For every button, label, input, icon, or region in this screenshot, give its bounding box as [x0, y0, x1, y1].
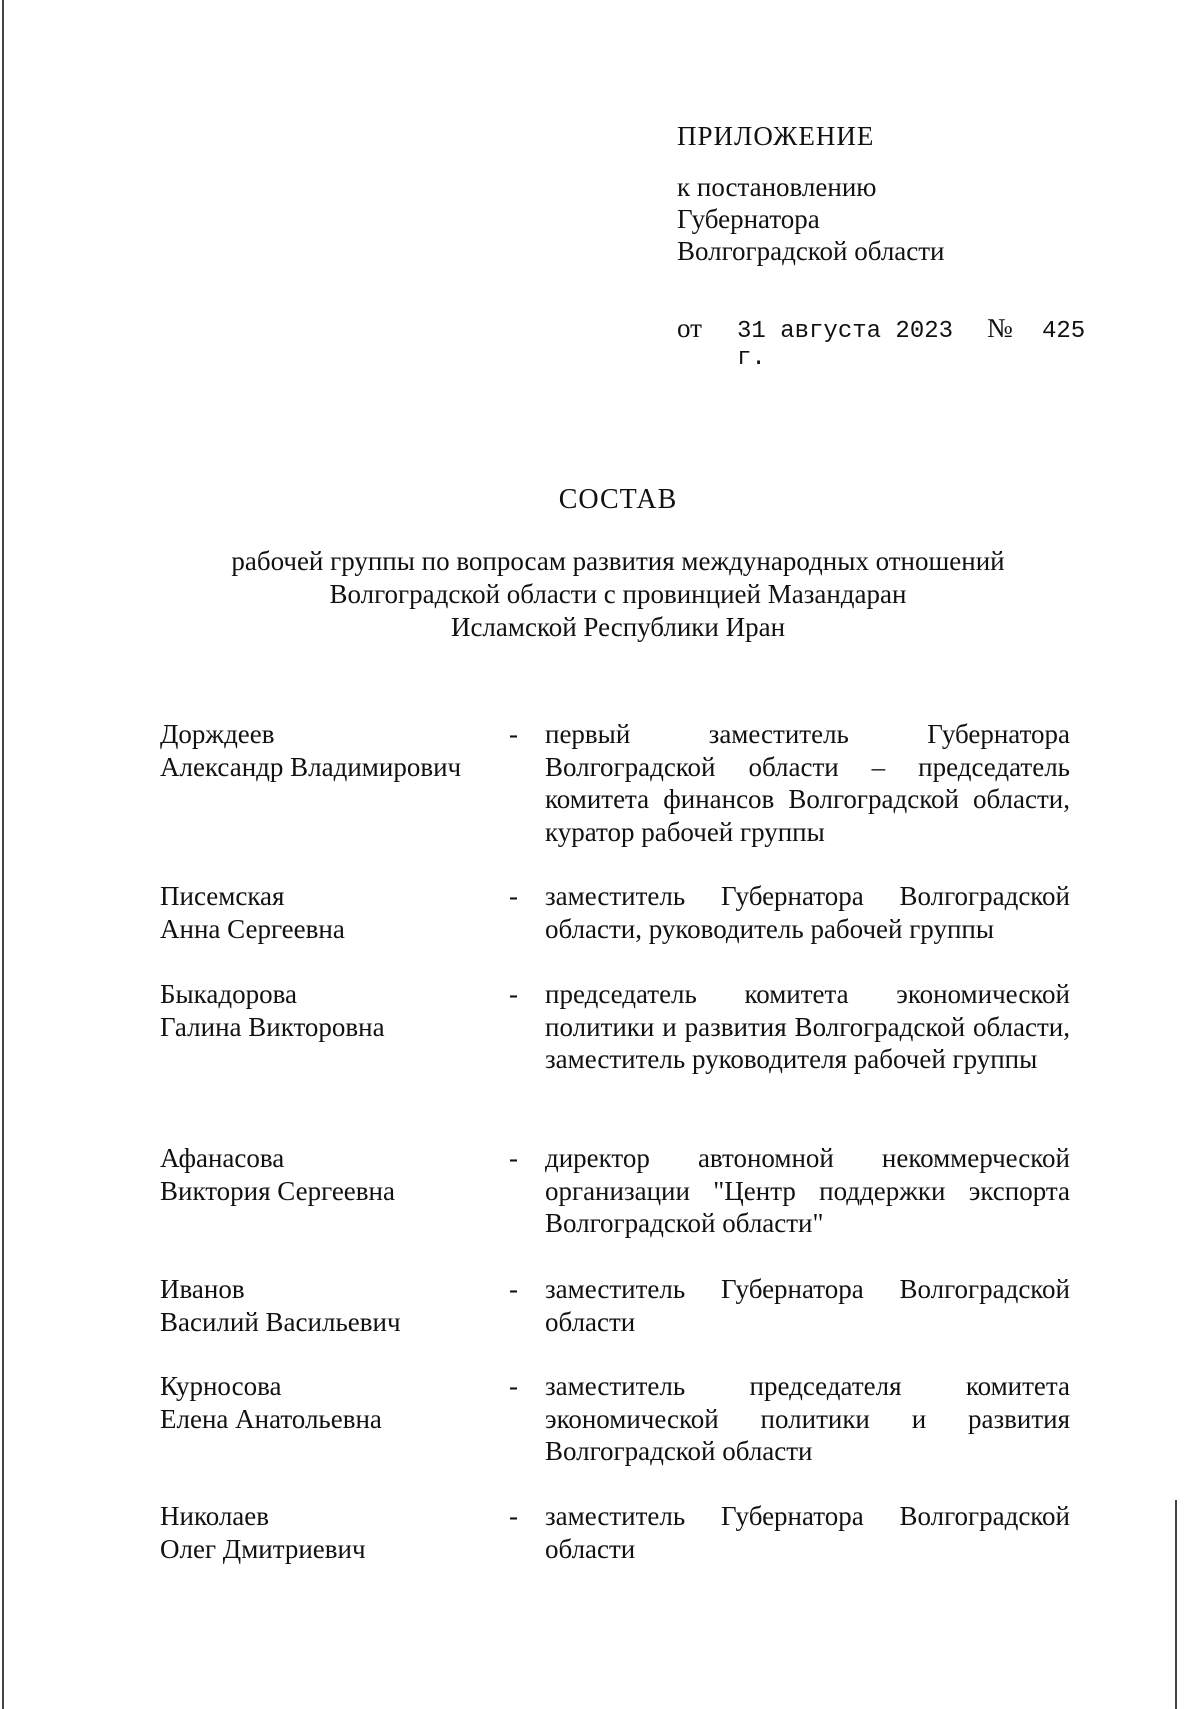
appendix-line-3: Волгоградской области	[677, 236, 945, 266]
member-dash: -	[509, 881, 518, 911]
member-dash: -	[509, 979, 518, 1009]
member-given-name: Галина Викторовна	[160, 1011, 385, 1042]
member-name	[160, 1273, 505, 1338]
member-name	[160, 978, 505, 1076]
decree-date: 31 августа 2023 г.	[737, 318, 954, 372]
number-sign: №	[987, 313, 1013, 343]
member-surname: Иванов	[160, 1274, 245, 1304]
appendix-line-1: к постановлению	[677, 172, 877, 202]
decree-date-line	[677, 313, 1085, 372]
appendix-title: ПРИЛОЖЕНИЕ	[677, 121, 875, 151]
scan-edge-right	[1175, 1500, 1177, 1709]
member-role: председатель комитета экономической политики и развития Волгоградской области, заместитель руководителя рабочей группы	[545, 979, 1070, 1074]
member-role: заместитель Губернатора Волгоградской области	[545, 1274, 1070, 1337]
member-dash: -	[509, 1501, 518, 1531]
member-role: заместитель Губернатора Волгоградской области	[545, 1501, 1070, 1564]
member-surname: Курносова	[160, 1371, 282, 1401]
appendix-line-2: Губернатора	[677, 204, 820, 234]
member-name	[160, 880, 505, 945]
member-given-name: Анна Сергеевна	[160, 913, 345, 944]
member-row	[160, 880, 1070, 945]
member-name	[160, 1142, 505, 1240]
member-row	[160, 1142, 1070, 1240]
member-row	[160, 978, 1070, 1076]
member-role: первый заместитель Губернатора Волгоградской области – председатель комитета финансов Волгоградской области, куратор рабочей группы	[545, 719, 1070, 847]
scan-edge-left	[2, 0, 4, 1709]
member-dash: -	[509, 1143, 518, 1173]
member-surname: Быкадорова	[160, 979, 297, 1009]
member-name	[160, 1370, 505, 1468]
member-row	[160, 1273, 1070, 1338]
subtitle-line-2: Волгоградской области с провинцией Мазандаран	[329, 579, 907, 609]
member-dash: -	[509, 719, 518, 749]
document-title: СОСТАВ	[558, 484, 678, 515]
member-given-name: Олег Дмитриевич	[160, 1533, 366, 1564]
member-role: директор автономной некоммерческой организации "Центр поддержки экспорта Волгоградской области"	[545, 1143, 1070, 1238]
member-surname: Николаев	[160, 1501, 270, 1531]
member-surname: Писемская	[160, 881, 285, 911]
member-dash: -	[509, 1371, 518, 1401]
member-given-name: Александр Владимирович	[160, 751, 462, 782]
member-surname: Дорждеев	[160, 719, 275, 749]
appendix-block	[677, 120, 945, 267]
member-given-name: Виктория Сергеевна	[160, 1175, 395, 1206]
subtitle-line-1: рабочей группы по вопросам развития международных отношений	[231, 546, 1005, 576]
member-role: заместитель председателя комитета экономической политики и развития Волгоградской области	[545, 1371, 1070, 1466]
member-name	[160, 1500, 505, 1565]
document-subtitle	[0, 545, 1200, 644]
member-row	[160, 718, 1070, 848]
member-role: заместитель Губернатора Волгоградской области, руководитель рабочей группы	[545, 881, 1070, 944]
member-given-name: Василий Васильевич	[160, 1306, 401, 1337]
member-dash: -	[509, 1274, 518, 1304]
member-name	[160, 718, 505, 848]
member-surname: Афанасова	[160, 1143, 285, 1173]
date-prefix: от	[677, 313, 702, 343]
member-row	[160, 1370, 1070, 1468]
subtitle-line-3: Исламской Республики Иран	[450, 612, 786, 642]
member-row	[160, 1500, 1070, 1565]
member-given-name: Елена Анатольевна	[160, 1403, 382, 1434]
decree-number: 425	[1042, 318, 1086, 345]
